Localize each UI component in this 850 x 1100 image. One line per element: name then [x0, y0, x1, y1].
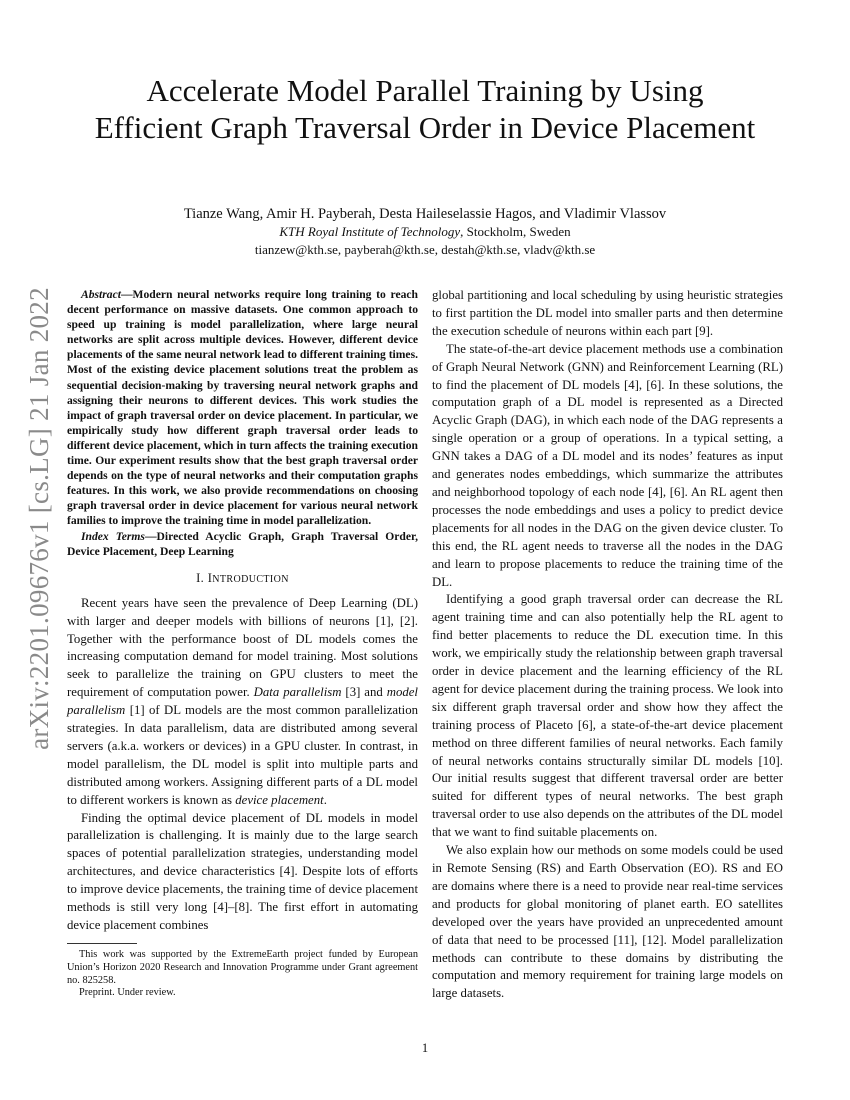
affiliation [90, 224, 760, 240]
funding-note: This work was supported by the ExtremeEarth project funded by European Union’s Horizon 2020 Research and Innovation Programme under Grant agreement no. 825258. [67, 949, 418, 986]
term-device-placement: device placement [235, 792, 324, 807]
section-title-initial: I [207, 570, 213, 585]
section-numeral: I. [196, 570, 208, 585]
intro-p1-part-d: . [323, 792, 327, 807]
index-terms [67, 529, 418, 559]
intro-p1-part-c: [1] of DL models are the most common parallelization strategies. In data parallelism, data are distributed among several servers (a.k.a. workers or devices) in a GPU cluster. In contrast, in model parallelism, the DL model is split into multiple parts and distributed among workers. Assigning different parts of a DL model to different workers is known as [67, 703, 418, 807]
arxiv-identifier-text: arXiv:2201.09676v1 [cs.LG] 21 Jan 2022 [23, 286, 54, 750]
institution-name: KTH Royal Institute of Technology [279, 224, 461, 239]
intro-p1-part-a: Recent years have seen the prevalence of Deep Learning (DL) with larger and deeper models with billions of neurons [1], [2]. Together with the performance boost of DL models comes the increasing computation demand for model training. Most solutions seek to parallelize the training on GPU clusters to meet the requirement of computation power. [67, 595, 418, 700]
author-list: Tianze Wang, Amir H. Payberah, Desta Haileselassie Hagos, and Vladimir Vlassov [183, 206, 667, 222]
section-heading-introduction [67, 571, 418, 586]
section-title-rest: NTRODUCTION [212, 573, 289, 585]
left-column [67, 287, 418, 935]
institution-location: , Stockholm, Sweden [460, 224, 571, 239]
right-paragraph-1: global partitioning and local scheduling by using heuristic strategies to first partition the DL model into smaller parts and then determine the execution schedule of neurons within each part [9]. [432, 288, 783, 338]
arxiv-identifier-stamp [18, 268, 60, 768]
preprint-note: Preprint. Under review. [79, 987, 176, 999]
footnote-divider [67, 943, 137, 944]
right-column [432, 287, 783, 1003]
right-paragraph-2: The state-of-the-art device placement methods use a combination of Graph Neural Network (GNN) and Reinforcement Learning (RL) to find the placement of DL models [4], [6]. In these solutions, the computation graph of a DL model is represented as a Directed Acyclic Graph (DAG), in which each node of the DAG represents a single operation or a group of operations. In a typical setting, a GNN takes a DAG of a DL model and its nodes’ features as input and generates nodes embeddings, which summarize the attributes and neighborhood topology of each node [4], [6]. An RL agent then processes the node embeddings and uses a policy to predict device placements for all nodes in the DAG on the given device cluster. To this end, the RL agent needs to traverse all the nodes in the DAG and learn to propose placements to reduce the training time of the DL. [432, 341, 783, 589]
abstract [67, 287, 418, 529]
page-number: 1 [421, 1041, 429, 1055]
abstract-label: Abstract [81, 288, 121, 301]
footnote [67, 949, 418, 1000]
right-paragraph-4: We also explain how our methods on some models could be used in Remote Sensing (RS) and Earth Observation (EO). RS and EO are domains where there is a need to provide near real-time services and products for global monitoring of planet earth. EO satellites developed over the years have provided an unprecedented amount of data that need to be processed [11], [12]. Model parallelization methods can contribute to these domains by distributing the computation and memory requirement for training large models on large datasets. [432, 843, 783, 1001]
term-data-parallelism: Data parallelism [253, 685, 342, 700]
paper-title: Accelerate Model Parallel Training by Using Efficient Graph Traversal Order in Device Placement [94, 73, 756, 145]
term-model-parallelism: model parallelism [67, 685, 418, 718]
intro-paragraph-1 [67, 595, 418, 810]
abstract-text: —Modern neural networks require long training to reach decent performance on massive datasets. One common approach to speed up training is model parallelization, where large neural networks are split across multiple devices. However, different device placements of the same neural network lead to different training times. Most of the existing device placement solutions treat the problem as sequential decision-making by traversing neural network graphs and assigning their neurons to different devices. This work studies the impact of graph traversal order on device placement. In particular, we empirically study how different graph traversal order leads to different device placement, which in turn affects the training execution time. Our experiment results show that the best graph traversal order depends on the type of neural networks and their computation graphs features. In this work, we also provide recommendations on choosing graph traversal order in device placement for various neural network families to improve the training time in model parallelization. [67, 288, 418, 528]
intro-paragraph-2: Finding the optimal device placement of DL models in model parallelization is challenging. It is mainly due to the large search spaces of potential parallelization strategies, understanding model architectures, and device characteristics [4]. Despite lots of efforts to improve device placements, the training time of device placement methods is still very long [4]–[8]. The first effort in automating device placement combines [67, 810, 418, 932]
right-paragraph-3: Identifying a good graph traversal order can decrease the RL agent training time and can also potentially help the RL agent to find better placements to reduce the DL execution time. In this work, we empirically study the relationship between graph traversal order in device placement and the learning efficiency of the RL agent for device placement during the training process. We look into six different graph traversal order and show how they affect the training process of Placeto [6], a state-of-the-art device placement method on three different families of neural networks. Each family of neural networks contains structurally similar DL models [10]. Our initial results suggest that different traversal order are better suited for different types of neural networks. The best graph traversal order to use also depends on the attributes of the DL model that we want to find suitable placements on. [432, 592, 783, 840]
index-terms-label: Index Terms [81, 529, 145, 543]
index-terms-text: —Directed Acyclic Graph, Graph Traversal Order, Device Placement, Deep Learning [67, 529, 418, 558]
author-emails: tianzew@kth.se, payberah@kth.se, destah@kth.se, vladv@kth.se [254, 242, 596, 257]
intro-p1-part-b: [3] and [341, 685, 387, 700]
